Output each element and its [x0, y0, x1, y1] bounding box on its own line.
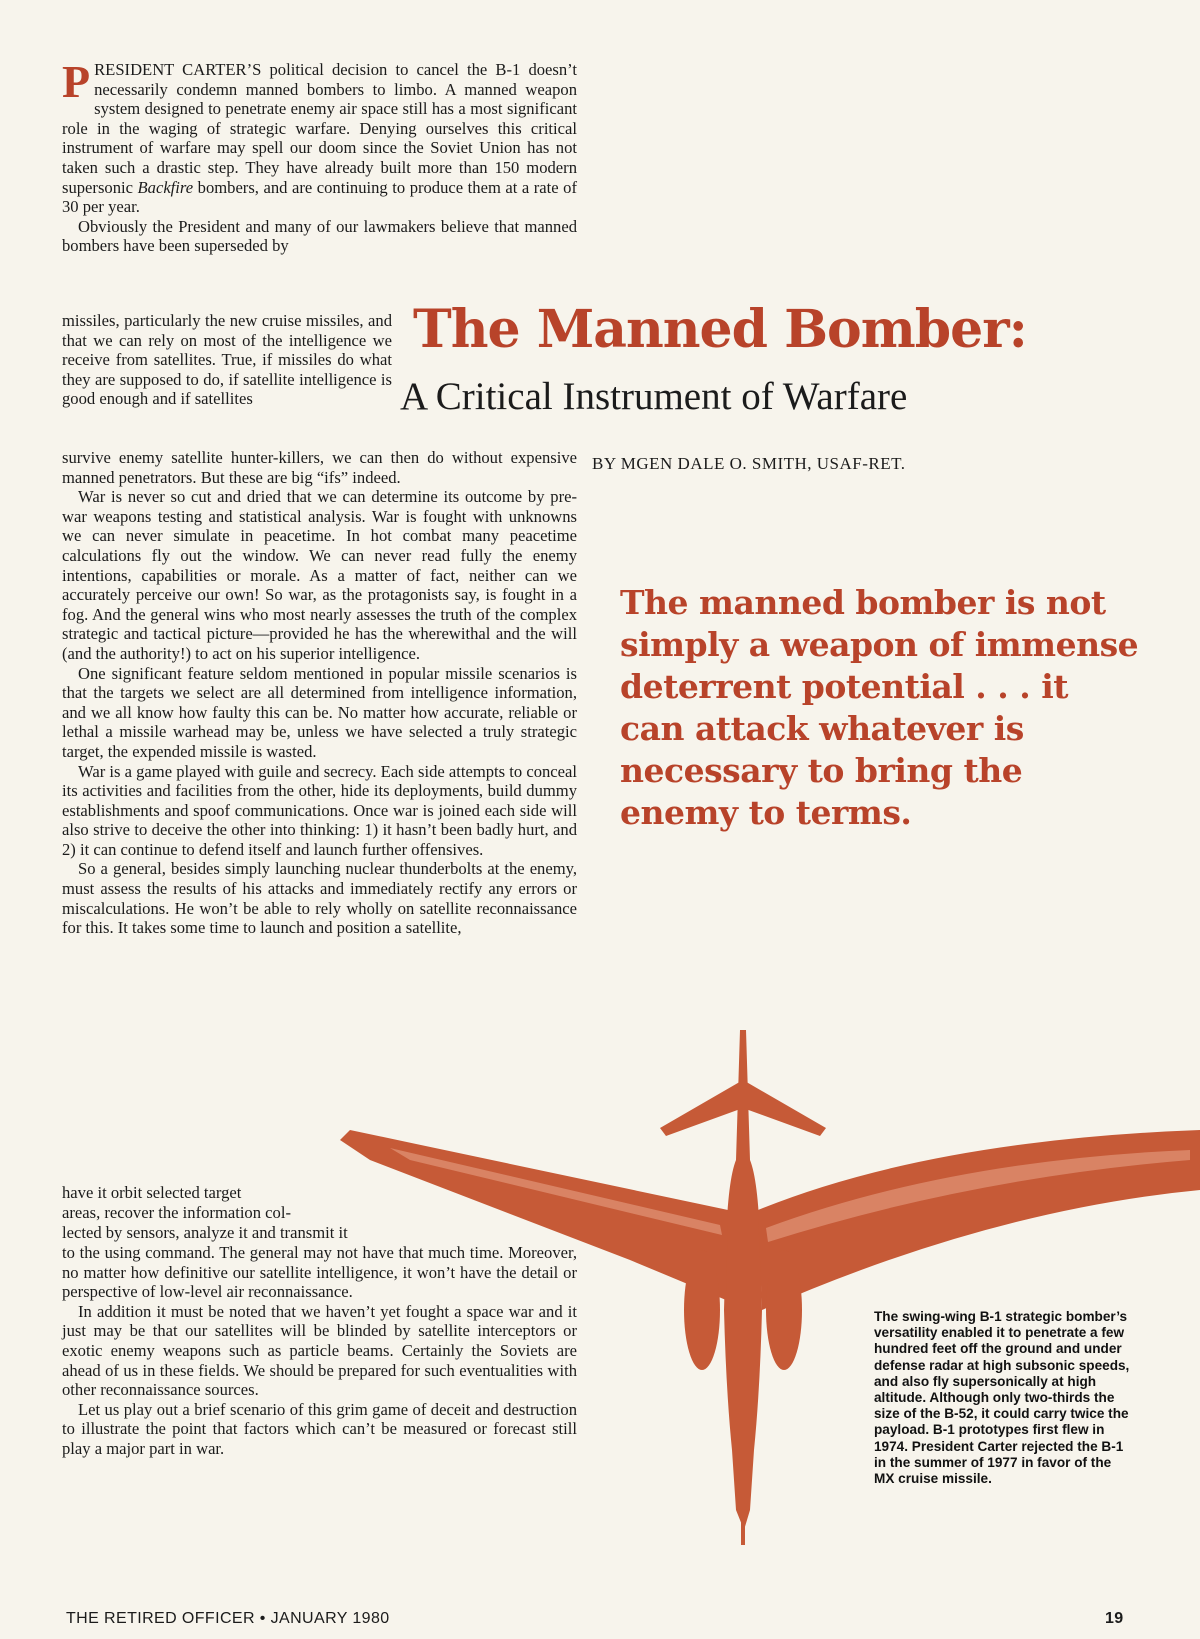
article-paragraph: survive enemy satellite hunter-killers, we can then do without expensive manned penetrators. But these are big “ifs” indeed. [62, 448, 577, 487]
article-paragraph: One significant feature seldom mentioned in popular missile scenarios is that the targets we select are all determined from intelligence information, and we all know how faulty this can be. No matter how accurate, reliable or lethal a missile warhead may be, unless we have selected a truly strategic target, the expended missile is wasted. [62, 663, 577, 761]
article-title: The Manned Bomber: [413, 299, 1027, 360]
article-paragraph: PRESIDENT CARTER’S political decision to cancel the B-1 doesn’t necessarily condemn manned bombers to limbo. A manned weapon system designed to penetrate enemy air space still has a most significant role in the waging of strategic warfare. Denying ourselves this critical instrument of warfare may spell our doom since the Soviet Union has not taken such a drastic step. They have already built more than 150 modern supersonic Backfire bombers, and are continuing to produce them at a rate of 30 per year. [62, 56, 577, 217]
article-body-wrap: lected by sensors, analyze it and transmit it [62, 1223, 348, 1242]
article-paragraph: War is never so cut and dried that we can determine its outcome by pre-war weapons testing and statistical analysis. War is fought with unknowns we can never simulate in peacetime. In hot combat many peacetime calculations fly out the window. We can never read fully the enemy intentions, capabilities or morale. As a matter of fact, neither can we accurately perceive our own! So war, as the protagonists say, is fought in a fog. And the general wins who most nearly assesses the truth of the complex strategic and tactical picture—provided he has the wherewithal and the will (and the authority!) to act on his superior intelligence. [62, 487, 577, 663]
article-paragraph: Let us play out a brief scenario of this grim game of deceit and destruction to illustrate the point that factors which can’t be measured or forecast still play a major part in war. [62, 1399, 577, 1458]
article-body-narrow [62, 311, 392, 409]
article-paragraph: In addition it must be noted that we haven’t yet fought a space war and it just may be that our satellites will be blinded by satellite interceptors or exotic enemy weapons such as particle beams. Certainly the Soviets are ahead of us in these fields. We should be prepared for such eventualities with other reconnaissance sources. [62, 1301, 577, 1400]
article-paragraph: So a general, besides simply launching nuclear thunderbolts at the enemy, must assess the results of his attacks and immediately rectify any errors or miscalculations. He won’t be able to rely wholly on satellite reconnaissance for this. It takes some time to launch and position a satellite, [62, 859, 577, 938]
article-body-wrap: areas, recover the information col- [62, 1203, 291, 1222]
photo-caption: The swing-wing B-1 strategic bomber’s versatility enabled it to penetrate a few hundred feet off the ground and under defense radar at high subsonic speeds, and also fly supersonically at high altitude. Although only two-thirds the size of the B-52, it could carry twice the payload. B-1 prototypes first flew in 1974. President Carter rejected the B-1 in the summer of 1977 in favor of the MX cruise missile. [874, 1309, 1130, 1487]
article-paragraph: War is a game played with guile and secrecy. Each side attempts to conceal its activities and facilities from the other, hide its deployments, build dummy establishments and spoof communications. Once war is joined each side will also strive to deceive the other into thinking: 1) it hasn’t been badly hurt, and 2) it can continue to defend itself and launch further offensives. [62, 761, 577, 859]
article-body-wrap: have it orbit selected target [62, 1183, 242, 1202]
article-body-top [62, 56, 577, 256]
article-paragraph: missiles, particularly the new cruise missiles, and that we can rely on most of the intelligence we receive from satellites. True, if missiles do what they are supposed to do, if satellite intelligence is good enough and if satellites [62, 311, 392, 409]
article-body-main [62, 448, 577, 938]
article-paragraph: Obviously the President and many of our lawmakers believe that manned bombers have been superseded by [62, 216, 577, 256]
publication-footer: THE RETIRED OFFICER • JANUARY 1980 [66, 1610, 390, 1627]
page-number: 19 [1105, 1610, 1124, 1627]
byline: BY MGEN DALE O. SMITH, USAF-RET. [592, 454, 906, 473]
article-paragraph: to the using command. The general may not have that much time. Moreover, no matter how definitive our satellite intelligence, it won’t have the detail or perspective of low-level air reconnaissance. [62, 1243, 577, 1302]
drop-cap: P [62, 56, 91, 107]
pull-quote: The manned bomber is not simply a weapon of immense deterrent potential . . . it can attack whatever is necessary to bring the enemy to terms. [620, 583, 1139, 832]
article-subtitle: A Critical Instrument of Warfare [400, 375, 908, 418]
